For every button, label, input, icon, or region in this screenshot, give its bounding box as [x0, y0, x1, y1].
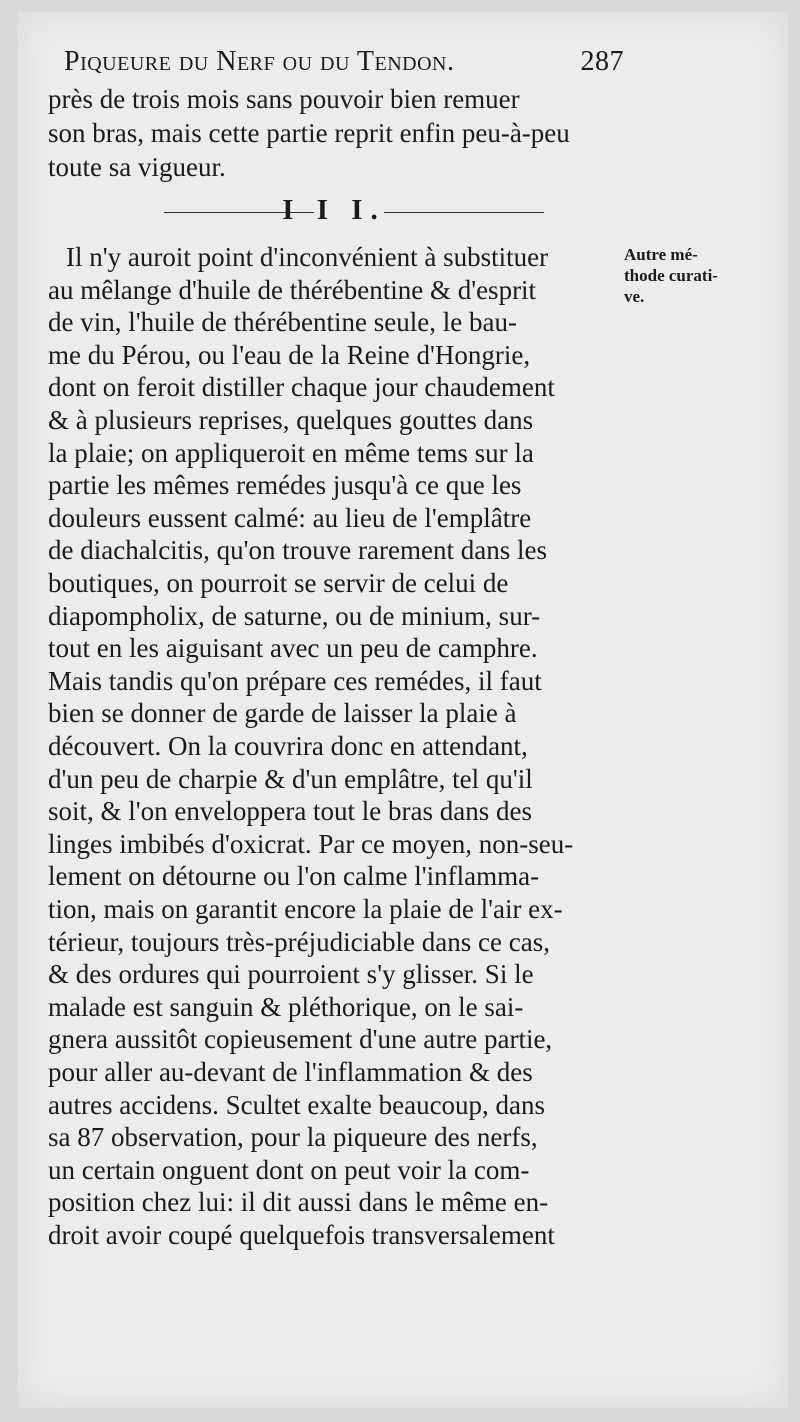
- text-line: bien se donner de garde de laisser la plaie à: [48, 698, 517, 729]
- text-line: pour aller au-devant de l'inflammation & des: [48, 1057, 533, 1087]
- section-heading: [54, 190, 614, 230]
- text-line: tout en les aiguisant avec un peu de camphre.: [48, 633, 538, 664]
- margin-note-line: ve.: [624, 287, 645, 306]
- text-line: au mêlange d'huile de thérébentine & d'esprit: [48, 274, 537, 305]
- text-line: me du Pérou, ou l'eau de la Reine d'Hongrie,: [48, 339, 531, 370]
- text-line: droit avoir coupé quelquefois transversalement: [48, 1220, 555, 1250]
- text-line: linges imbibés d'oxicrat. Par ce moyen, non-seu-: [48, 828, 574, 859]
- text-line: diapompholix, de saturne, ou de minium, sur-: [48, 600, 541, 631]
- text-line: & à plusieurs reprises, quelques gouttes dans: [48, 405, 534, 435]
- margin-note-line: Autre mé-: [624, 245, 698, 264]
- margin-note: [624, 244, 764, 307]
- running-header: [64, 46, 624, 78]
- section-number: I I I.: [282, 194, 386, 226]
- text-line: malade est sanguin & pléthorique, on le sai-: [48, 991, 524, 1022]
- text-line: Il n'y auroit point d'inconvénient à substituer: [66, 242, 549, 272]
- text-line: douleurs eussent calmé: au lieu de l'emplâtre: [48, 502, 532, 533]
- text-line: découvert. On la couvrira donc en attendant,: [48, 731, 528, 761]
- text-line: gnera aussitôt copieusement d'une autre partie,: [48, 1024, 553, 1055]
- text-line: la plaie; on appliqueroit en même tems sur la: [48, 437, 534, 468]
- text-line: autres accidens. Scultet exalte beaucoup, dans: [48, 1089, 546, 1120]
- text-line: tion, mais on garantit encore la plaie de l'air ex-: [48, 894, 563, 924]
- text-line: & des ordures qui pourroient s'y glisser. Si le: [48, 959, 534, 990]
- text-line: près de trois mois sans pouvoir bien remuer: [48, 84, 520, 114]
- text-line: boutiques, on pourroit se servir de celui de: [48, 568, 509, 598]
- text-line: de diachalcitis, qu'on trouve rarement dans les: [48, 535, 547, 566]
- text-line: sa 87 observation, pour la piqueure des nerfs,: [48, 1122, 538, 1153]
- text-line: partie les mêmes remédes jusqu'à ce que les: [48, 470, 522, 501]
- text-line: un certain onguent dont on peut voir la com-: [48, 1154, 530, 1185]
- text-line: position chez lui: il dit aussi dans le même en-: [48, 1187, 549, 1218]
- text-line: Mais tandis qu'on prépare ces remédes, il faut: [48, 665, 542, 696]
- text-line: lement on détourne ou l'on calme l'inflamma-: [48, 861, 540, 892]
- text-line: d'un peu de charpie & d'un emplâtre, tel qu'il: [48, 763, 533, 794]
- running-title: Piqueure du Nerf ou du Tendon.: [64, 46, 455, 77]
- text-line: de vin, l'huile de thérébentine seule, le bau-: [48, 307, 517, 338]
- margin-note-line: thode curati-: [624, 266, 718, 285]
- text-line: soit, & l'on enveloppera tout le bras dans des: [48, 796, 533, 827]
- text-line: son bras, mais cette partie reprit enfin peu-à-peu: [48, 118, 570, 148]
- text-line: dont on feroit distiller chaque jour chaudement: [48, 372, 555, 403]
- page-number: 287: [580, 46, 624, 77]
- text-line: toute sa vigueur.: [48, 152, 226, 182]
- text-line: térieur, toujours très-préjudiciable dans ce cas,: [48, 926, 550, 957]
